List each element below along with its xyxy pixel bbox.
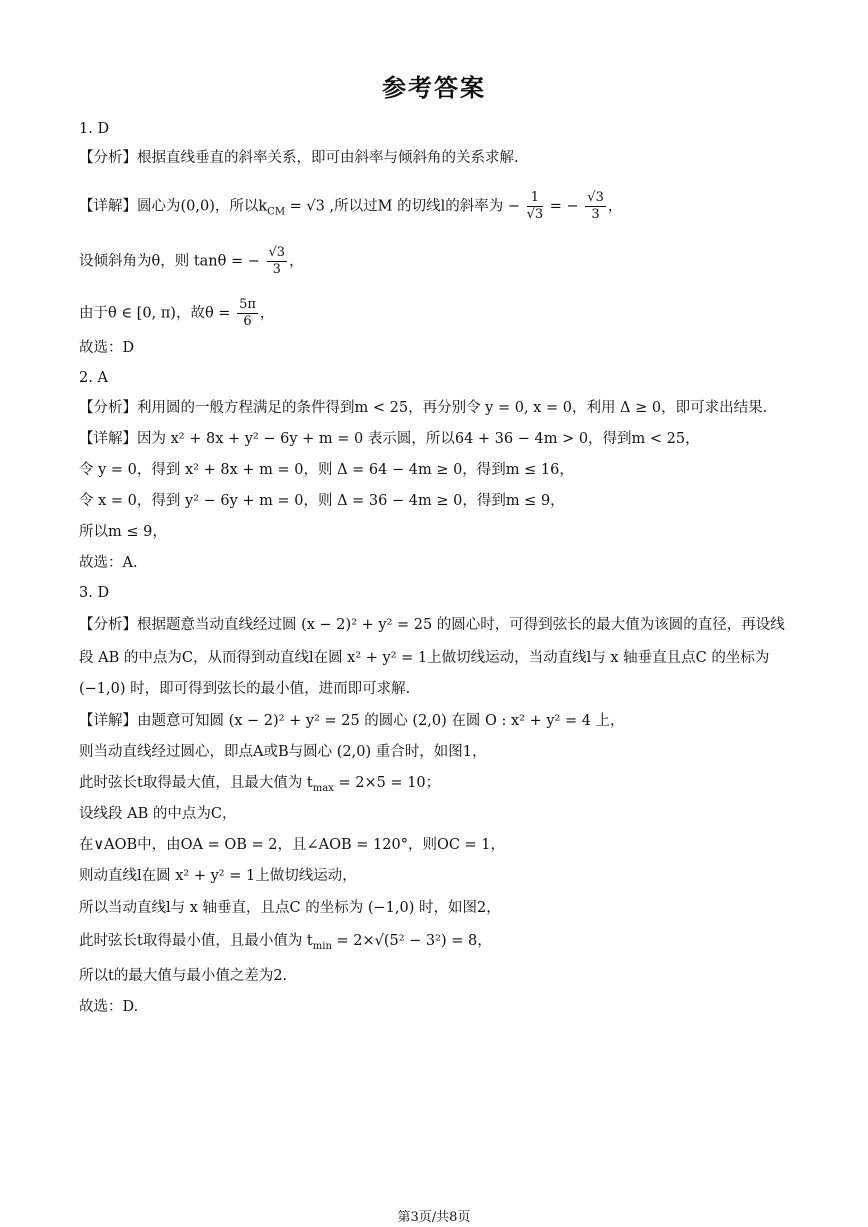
q3-detail-7: 所以当动直线l与 x 轴垂直，且点C 的坐标为 (−1,0) 时，如图2， xyxy=(79,900,501,916)
q2-line3: 令 y = 0，得到 x² + 8x + m = 0，则 Δ = 64 − 4m ≥ 0，得到m ≤ 16， xyxy=(79,462,574,478)
q1-frac1-num: 1 xyxy=(527,190,544,207)
q2-analysis: 【分析】利用圆的一般方程满足的条件得到m < 25，再分别令 y = 0, x = 0，利用 Δ ≥ 0，即可求出结果. xyxy=(79,400,768,416)
q3-detail-8a: 此时弦长t取得最小值，且最小值为 t xyxy=(79,933,313,949)
q1-tan-a: 设倾斜角为θ，则 tanθ = − xyxy=(79,253,260,270)
q3-detail-5: 在∨AOB中，由OA = OB = 2，且∠AOB = 120°，则OC = 1， xyxy=(79,837,506,853)
q1-frac2-num: √3 xyxy=(587,190,604,205)
q3-detail-3-end: = 2×5 = 10； xyxy=(333,775,441,791)
q3-analysis-3: (−1,0) 时，即可得到弦长的最小值，进而即可求解. xyxy=(79,681,411,697)
q1-number: 1. D xyxy=(79,121,110,137)
q3-detail-8-sub: min xyxy=(312,940,332,952)
q1-range-den: 6 xyxy=(243,314,252,329)
q1-detail-mid: = − xyxy=(549,198,579,215)
q3-detail-3 xyxy=(79,773,828,799)
q1-range-a: 由于θ ∈ [0, π)，故θ = xyxy=(79,305,231,322)
q1-detail-sub: CM xyxy=(267,206,286,218)
q1-frac2-den: 3 xyxy=(591,207,600,222)
q1-tan-num: √3 xyxy=(268,245,286,260)
q1-frac2 xyxy=(585,190,606,223)
q1-detail xyxy=(79,190,828,223)
q1-choice: 故选：D xyxy=(79,340,135,356)
q3-detail-9: 所以t的最大值与最小值之差为2. xyxy=(79,968,288,984)
q1-detail-a: 【详解】圆心为(0,0)，所以k xyxy=(79,198,268,215)
q3-detail-2: 则当动直线经过圆心，即点A或B与圆心 (2,0) 重合时，如图1， xyxy=(79,744,487,760)
q1-tan-frac xyxy=(267,245,288,278)
q1-range-frac xyxy=(237,297,258,330)
q3-choice: 故选：D. xyxy=(79,999,139,1015)
q3-detail-1: 【详解】由题意可知圆 (x − 2)² + y² = 25 的圆心 (2,0) 在圆 O : x² + y² = 4 上， xyxy=(79,713,625,729)
q3-analysis-2: 段 AB 的中点为C，从而得到动直线l在圆 x² + y² = 1上做切线运动，当动直线l与 x 轴垂直且点C 的坐标为 xyxy=(79,650,770,666)
q3-detail-3a: 此时弦长t取得最大值，且最大值为 t xyxy=(79,775,313,791)
q1-tan-den: 3 xyxy=(272,262,281,277)
q3-detail-3-sub: max xyxy=(312,782,334,794)
q2-number: 2. A xyxy=(79,370,108,386)
page-title: 参考答案 xyxy=(382,74,486,102)
q1-frac1-den: √3 xyxy=(526,207,544,222)
q1-frac1 xyxy=(527,190,544,223)
q1-range xyxy=(79,297,828,330)
q2-choice: 故选：A. xyxy=(79,555,138,571)
q3-number: 3. D xyxy=(79,585,110,601)
q2-line4: 令 x = 0，得到 y² − 6y + m = 0，则 Δ = 36 − 4m ≥ 0，得到m ≤ 9， xyxy=(79,493,565,509)
q2-line5: 所以m ≤ 9， xyxy=(79,524,167,540)
q3-analysis-1: 【分析】根据题意当动直线经过圆 (x − 2)² + y² = 25 的圆心时，可得到弦长的最大值为该圆的直径，再设线 xyxy=(79,617,785,633)
q1-tan xyxy=(79,245,828,278)
page-footer: 第3页/共8页 xyxy=(397,1210,471,1225)
q1-range-num: 5π xyxy=(239,297,256,312)
q3-detail-6: 则动直线l在圆 x² + y² = 1上做切线运动， xyxy=(79,868,357,884)
q1-detail-end: ， xyxy=(607,198,623,215)
q3-detail-8 xyxy=(79,931,828,957)
q2-detail: 【详解】因为 x² + 8x + y² − 6y + m = 0 表示圆，所以64 + 36 − 4m > 0，得到m < 25， xyxy=(79,431,700,447)
q1-tan-end: ， xyxy=(289,253,304,270)
q1-detail-b: = √3 ,所以过M 的切线l的斜率为 − xyxy=(285,198,520,215)
q1-range-end: ， xyxy=(259,305,275,322)
q3-detail-8-end: = 2×√(5² − 3²) = 8， xyxy=(331,933,492,949)
q1-analysis: 【分析】根据直线垂直的斜率关系，即可由斜率与倾斜角的关系求解. xyxy=(79,150,519,166)
q3-detail-4: 设线段 AB 的中点为C， xyxy=(79,806,237,822)
